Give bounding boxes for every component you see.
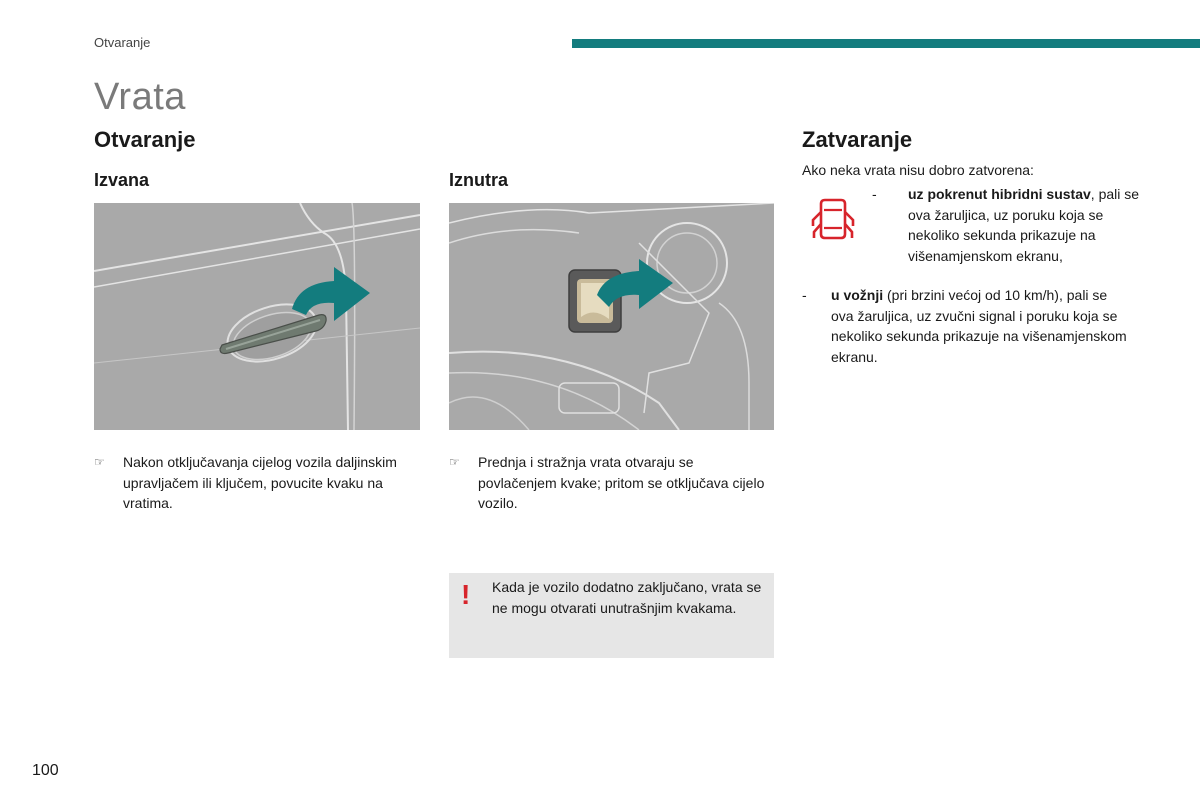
outside-instruction-text: Nakon otključavanja cijelog vozila daljinskim upravljačem ili ključem, povucite kvaku na vratima. xyxy=(123,454,397,511)
header-accent-bar xyxy=(572,39,1200,48)
closing-item-rest: , pali se ova žaruljica, uz poruku koja se nekoliko sekunda prikazuje na višenamjenskom ekranu, xyxy=(908,186,1140,264)
list-dash: - xyxy=(802,287,807,303)
closing-heading: Zatvaranje xyxy=(802,127,913,152)
inside-instruction-text: Prednja i stražnja vrata otvaraju se povlačenjem kvake; pritom se otključava cijelo vozilo. xyxy=(478,454,765,511)
door-open-warning-icon-drawing xyxy=(810,194,856,244)
deadlock-note-box xyxy=(449,573,774,658)
closing-item-hybrid xyxy=(872,184,1152,266)
exterior-door-handle-illustration xyxy=(94,203,420,430)
closing-item-rest: (pri brzini većoj od 10 km/h), pali se ova žaruljica, uz zvučni signal i poruku koja se nekoliko sekunda prikazuje na višenamjenskom ekranu. xyxy=(831,287,1127,365)
outside-instruction-item xyxy=(94,452,424,514)
list-dash: - xyxy=(872,186,877,202)
interior-door-handle-illustration xyxy=(449,203,774,430)
page-number: 100 xyxy=(32,762,59,779)
pointing-hand-icon: ☞ xyxy=(94,455,105,469)
pointing-hand-icon: ☞ xyxy=(449,455,460,469)
closing-item-text xyxy=(908,184,1152,266)
page-title: Vrata xyxy=(94,76,186,118)
closing-item-text xyxy=(831,285,1127,367)
closing-item-emphasis: u vožnji xyxy=(831,287,884,303)
inside-instruction-item xyxy=(449,452,774,514)
interior-handle-drawing xyxy=(449,203,774,430)
closing-item-driving xyxy=(802,285,1127,367)
running-header: Otvaranje xyxy=(94,35,151,50)
closing-item-emphasis: uz pokrenut hibridni sustav xyxy=(908,186,1091,202)
outside-heading: Izvana xyxy=(94,170,150,190)
inside-heading: Iznutra xyxy=(449,170,509,190)
opening-heading: Otvaranje xyxy=(94,127,196,152)
exterior-handle-drawing xyxy=(94,203,420,430)
deadlock-note-text: Kada je vozilo dodatno zaključano, vrata se ne mogu otvarati unutrašnjim kvakama. xyxy=(492,579,762,616)
door-open-warning-icon xyxy=(810,194,856,244)
warning-exclamation-icon: ! xyxy=(461,579,471,610)
closing-intro: Ako neka vrata nisu dobro zatvorena: xyxy=(802,162,1034,178)
